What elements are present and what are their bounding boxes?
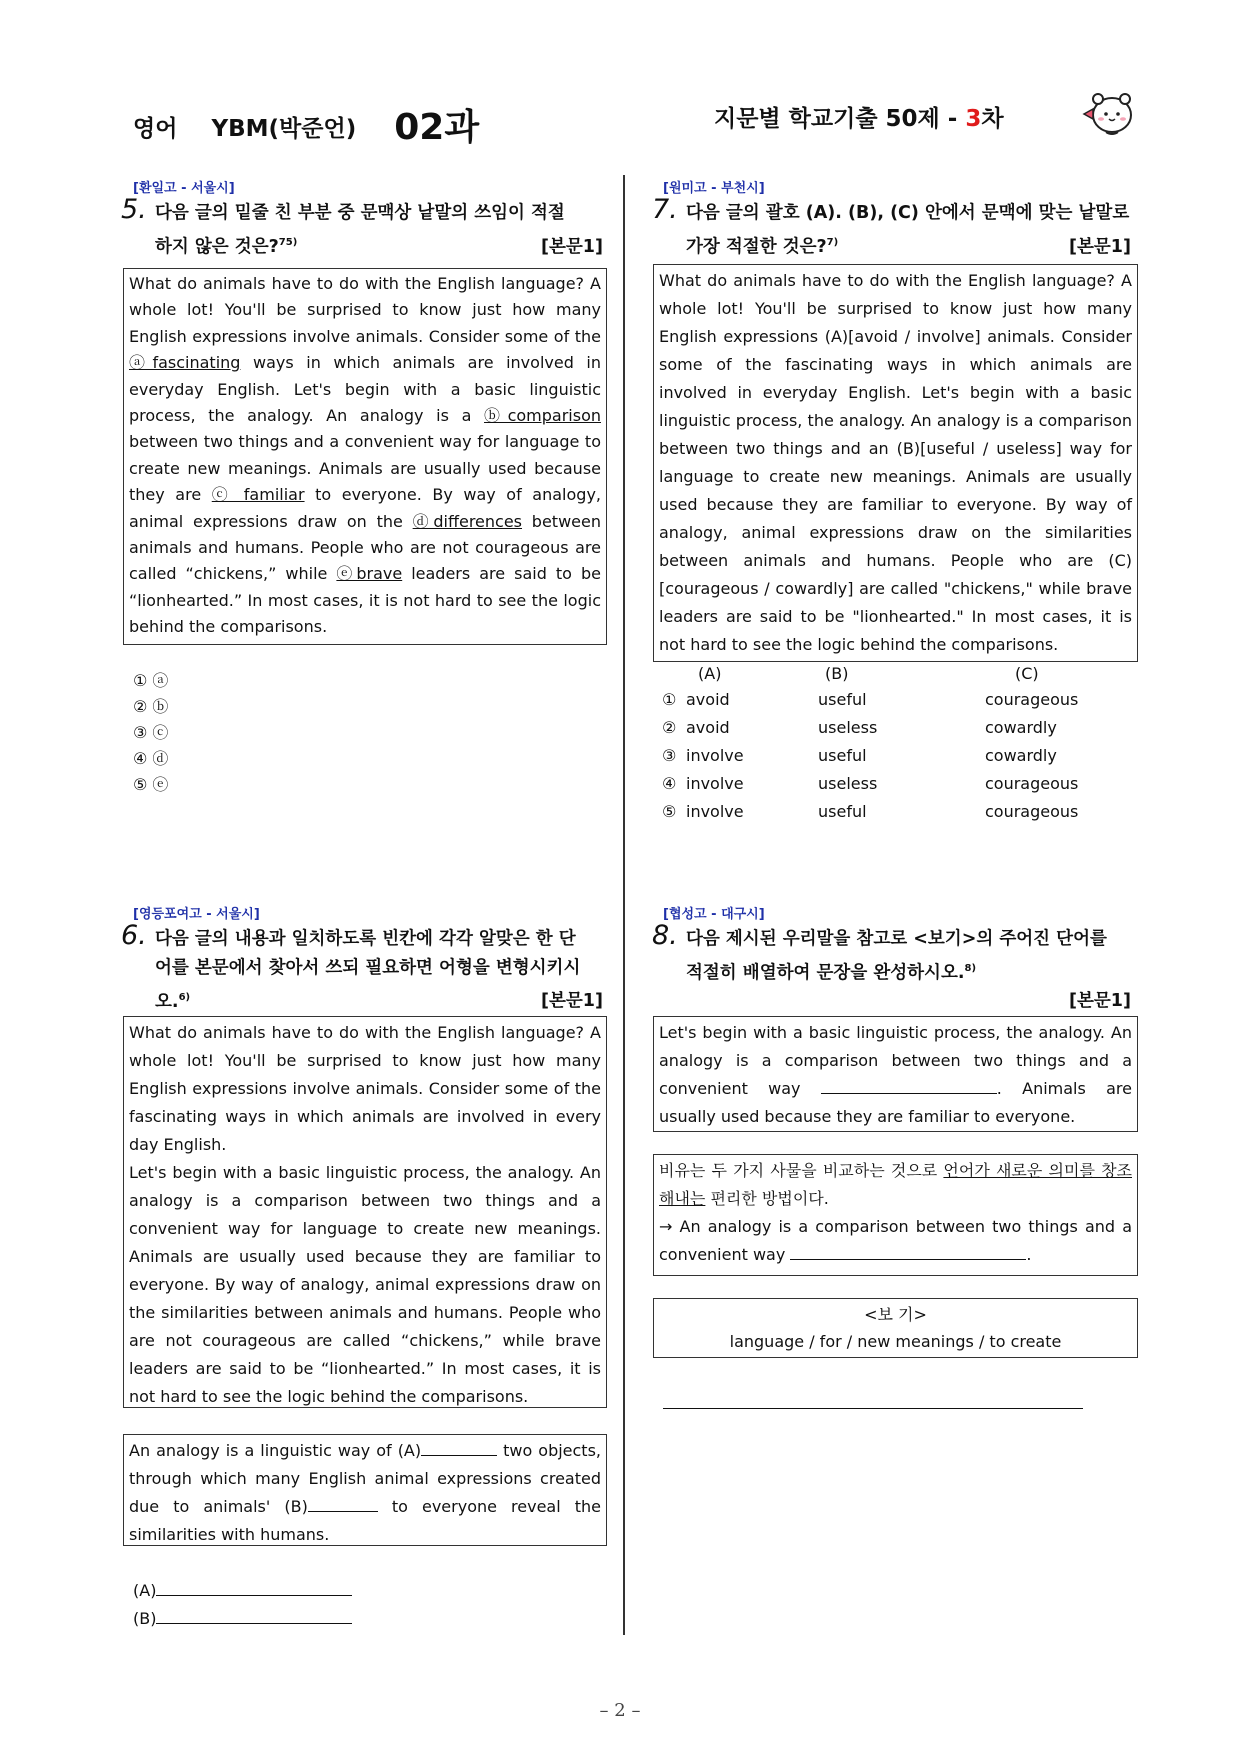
q6-summary-part3: to everyone reveal the similarities with humans. xyxy=(129,1497,601,1544)
q8-passage-blank xyxy=(821,1093,997,1094)
column-divider xyxy=(623,175,625,1635)
q5-choice-1[interactable]: ① ⓐ xyxy=(133,671,169,690)
q5-passage-box xyxy=(123,268,607,645)
q7-choice-3-c: cowardly xyxy=(985,746,1057,765)
q8-prompt xyxy=(652,920,1136,988)
q8-passage xyxy=(659,1019,1132,1131)
q8-tag: [본문1] xyxy=(1069,991,1131,1011)
q6-prompt xyxy=(121,920,605,1017)
q5-number: 5. xyxy=(121,194,147,225)
q5-prompt-line2-wrap xyxy=(121,228,605,262)
q5-underline-c: ⓒ familiar xyxy=(211,485,305,505)
q7-choice-1-num[interactable]: ① xyxy=(662,690,677,709)
q6-passage-p1: What do animals have to do with the English language? A whole lot! You'll be surprised to know just how many English expressions involve animals. Consider some of the fascinating ways in which animals are involved in every day English. xyxy=(129,1023,601,1154)
q7-choice-5-num[interactable]: ⑤ xyxy=(662,802,677,821)
q7-choice-4-c: courageous xyxy=(985,774,1079,793)
mascot-icon xyxy=(1080,88,1136,138)
q5-passage-part2: ways in which animals are involved in everyday English. Let's begin with a basic linguistic process, the analogy. An analogy is a xyxy=(129,353,601,426)
q8-english-blank[interactable] xyxy=(790,1259,1026,1260)
q7-col-b: (B) xyxy=(825,664,849,683)
q8-passage-box xyxy=(653,1016,1138,1132)
q6-number: 6. xyxy=(121,920,147,951)
q7-source: [원미고 - 부천시] xyxy=(663,181,765,196)
subject: 영어 xyxy=(133,116,178,142)
q8-korean-part2: 편리한 방법이다. xyxy=(705,1189,829,1208)
q6-answer-b-line[interactable] xyxy=(156,1623,352,1624)
q7-prompt xyxy=(652,194,1136,262)
q6-answer-a-row xyxy=(133,1578,352,1604)
q8-number: 8. xyxy=(652,920,678,951)
q7-col-c: (C) xyxy=(1015,664,1039,683)
q8-footnote: 8) xyxy=(964,963,977,974)
q5-passage-part5: between animals and humans. People who are not courageous are called “chickens,” while xyxy=(129,511,601,584)
q6-summary-box xyxy=(123,1434,607,1546)
series-title: 지문별 학교기출 50제 - xyxy=(714,106,966,132)
q8-english-sentence xyxy=(659,1213,1132,1269)
q6-prompt-line3: 오. xyxy=(155,991,179,1012)
q7-tag: [본문1] xyxy=(1069,237,1131,257)
q7-prompt-line1: 다음 글의 괄호 (A). (B), (C) 안에서 문맥에 맞는 낱말로 xyxy=(686,203,1130,223)
q6-footnote: 6) xyxy=(178,992,191,1003)
q8-korean-part1: 비유는 두 가지 사물을 비교하는 것으로 xyxy=(659,1161,944,1180)
q5-footnote: 75) xyxy=(278,237,298,248)
q7-choice-1-b: useful xyxy=(818,690,867,709)
q5-choice-3[interactable]: ③ ⓒ xyxy=(133,723,169,742)
q8-passage-part1: Let's begin with a basic linguistic process, the analogy. An analogy is a comparison between two things and a convenient way xyxy=(659,1023,1132,1098)
q6-passage-box xyxy=(123,1016,607,1408)
q8-prompt-line2: 적절히 배열하여 문장을 완성하시오. xyxy=(686,962,965,983)
q7-choice-1-a: avoid xyxy=(686,690,730,709)
q6-prompt-line1: 다음 글의 내용과 일치하도록 빈칸에 각각 알맞은 한 단 xyxy=(155,929,576,949)
q7-passage: What do animals have to do with the English language? A whole lot! You'll be surprised to know just how many English expressions (A)[avoid / involve] animals. Consider some of the fascinating ways in which animals are involved in everyday English. Let's begin with a basic linguistic process, the analogy. An analogy is a comparison between two things and an (B)[useful / useless] way for language to create new meanings. Animals are usually used because they are familiar to everyone. By way of analogy, animal expressions draw on the similarities between animals and humans. People who are (C)[courageous / cowardly] are called "chickens," while brave leaders are said to be "lionhearted." In most cases, it is not hard to see the logic behind the comparisons. xyxy=(659,271,1132,654)
q8-passage-part2: . Animals are usually used because they are familiar to everyone. xyxy=(659,1079,1132,1126)
q7-choice-3-a: involve xyxy=(686,746,744,765)
q7-choice-2-a: avoid xyxy=(686,718,730,737)
q7-choice-2-num[interactable]: ② xyxy=(662,718,677,737)
page-number: – 2 – xyxy=(599,1700,641,1721)
q5-prompt-line1: 다음 글의 밑줄 친 부분 중 문맥상 낱말의 쓰임이 적절 xyxy=(155,203,565,223)
q7-choice-1-c: courageous xyxy=(985,690,1079,709)
q7-choice-4-a: involve xyxy=(686,774,744,793)
q5-tag: [본문1] xyxy=(541,237,603,257)
q8-english-part2: . xyxy=(1026,1245,1032,1264)
q5-prompt-line2: 하지 않은 것은? xyxy=(155,236,279,257)
q6-answer-b-row xyxy=(133,1606,352,1632)
q8-source: [협성고 - 대구시] xyxy=(663,907,765,922)
q6-blank-a[interactable] xyxy=(421,1455,497,1456)
q5-choices xyxy=(133,668,168,798)
q7-prompt-line2: 가장 적절한 것은? xyxy=(686,236,827,257)
q8-prompt-line1: 다음 제시된 우리말을 참고로 <보기>의 주어진 단어를 xyxy=(686,929,1107,949)
publisher: YBM(박준언) xyxy=(211,116,357,142)
q5-underline-a: ⓐfascinating xyxy=(129,353,241,373)
q5-passage-part1: What do animals have to do with the English language? A whole lot! You'll be surprised to know just how many English expressions involve animals. Consider some of the xyxy=(129,274,601,346)
q5-choice-4[interactable]: ④ ⓓ xyxy=(133,749,169,768)
q5-underline-e: ⓔbrave xyxy=(336,564,403,584)
q6-answer-b-label: (B) xyxy=(133,1609,157,1628)
header-right xyxy=(714,100,1004,133)
q7-choice-3-b: useful xyxy=(818,746,867,765)
q5-source: [환일고 - 서울시] xyxy=(133,181,235,196)
q7-choice-4-b: useless xyxy=(818,774,878,793)
q7-col-a: (A) xyxy=(698,664,722,683)
q6-prompt-line3-wrap xyxy=(121,983,605,1017)
q6-summary-part2: two objects, through which many English animal expressions created due to animals' (B) xyxy=(129,1441,602,1516)
q8-bogi-words: language / for / new meanings / to create xyxy=(729,1332,1062,1351)
q6-summary xyxy=(129,1437,601,1549)
q7-number: 7. xyxy=(652,194,678,225)
q7-choice-table xyxy=(660,664,1130,824)
q7-footnote: 7) xyxy=(826,237,839,248)
q5-choice-2[interactable]: ② ⓑ xyxy=(133,697,169,716)
q8-answer-line[interactable] xyxy=(663,1408,1083,1409)
q7-prompt-line2-wrap xyxy=(652,228,1136,262)
q5-prompt xyxy=(121,194,605,262)
header-left xyxy=(133,96,479,147)
q8-korean-underlined: 언어가 새로운 의미를 창조해내는 xyxy=(659,1161,1132,1208)
q5-choice-5[interactable]: ⑤ ⓔ xyxy=(133,775,169,794)
q6-source: [영등포여고 - 서울시] xyxy=(133,907,260,922)
q8-bogi-title: <보 기> xyxy=(864,1305,927,1324)
q7-passage-box xyxy=(653,264,1138,662)
q8-korean-sentence xyxy=(659,1157,1132,1213)
q5-passage xyxy=(129,271,601,641)
q7-choice-3-num[interactable]: ③ xyxy=(662,746,677,765)
q8-korean-box xyxy=(653,1154,1138,1276)
q7-choice-5-b: useful xyxy=(818,802,867,821)
q8-english-part1: → An analogy is a comparison between two things and a convenient way xyxy=(659,1217,1132,1264)
q6-blank-b[interactable] xyxy=(308,1511,378,1512)
q5-underline-b: ⓑcomparison xyxy=(484,406,601,426)
q7-choice-2-c: cowardly xyxy=(985,718,1057,737)
q6-answer-a-label: (A) xyxy=(133,1581,157,1600)
q5-passage-part3: between two things and a convenient way for language to create new meanings. Animals are usually used because they are xyxy=(129,432,601,505)
q5-passage-part6: leaders are said to be “lionhearted.” In most cases, it is not hard to see the logic behind the comparisons. xyxy=(129,564,601,637)
q8-prompt-line2-wrap xyxy=(652,954,1136,988)
q6-summary-part1: An analogy is a linguistic way of (A) xyxy=(129,1441,422,1460)
q6-passage-p2: Let's begin with a basic linguistic process, the analogy. An analogy is a comparison between two things and a convenient way for language to create new meanings. Animals are usually used because they are familiar to everyone. By way of analogy, animal expressions draw on the similarities between animals and humans. People who are not courageous are called “chickens,” while brave leaders are said to be “lionhearted.” In most cases, it is not hard to see the logic behind the comparisons. xyxy=(129,1163,601,1406)
q8-bogi-box xyxy=(653,1298,1138,1358)
lesson-title: 02과 xyxy=(394,107,480,148)
round-suffix: 차 xyxy=(981,106,1004,132)
q5-underline-d: ⓓdifferences xyxy=(412,511,523,531)
q7-choice-4-num[interactable]: ④ xyxy=(662,774,677,793)
q6-tag: [본문1] xyxy=(541,991,603,1011)
q5-passage-part4: to everyone. By way of analogy, animal expressions draw on the xyxy=(129,485,601,531)
q7-choice-5-c: courageous xyxy=(985,802,1079,821)
q6-prompt-line2: 어를 본문에서 찾아서 쓰되 필요하면 어형을 변형시키시 xyxy=(155,958,581,978)
q7-choice-5-a: involve xyxy=(686,802,744,821)
q7-choice-2-b: useless xyxy=(818,718,878,737)
q6-answer-a-line[interactable] xyxy=(156,1595,352,1596)
round-number: 3 xyxy=(965,106,982,132)
